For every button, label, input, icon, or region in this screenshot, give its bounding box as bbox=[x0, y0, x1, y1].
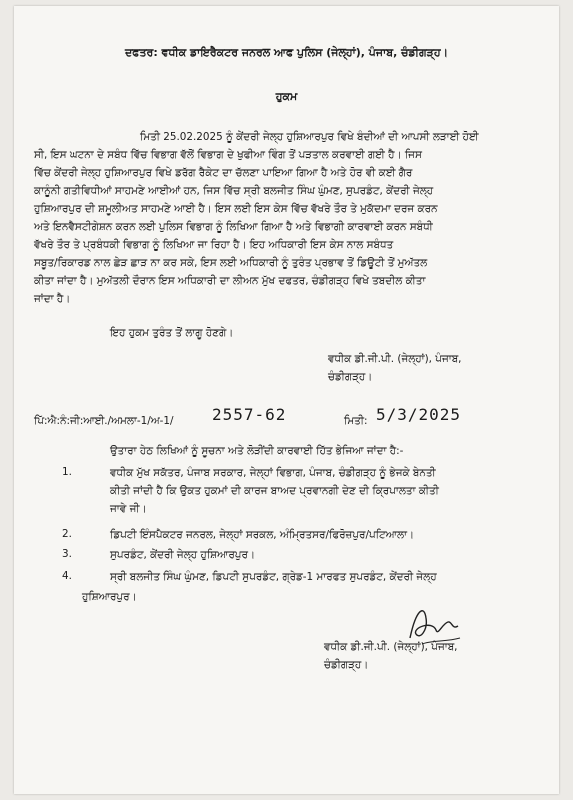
document-page bbox=[14, 6, 559, 794]
recipient-line: ਹੁਸ਼ਿਆਰਪੁਰ। bbox=[82, 591, 137, 603]
body-line: ਜਾਂਦਾ ਹੈ। bbox=[34, 293, 71, 305]
recipient-number: 1. bbox=[62, 466, 72, 478]
recipient-number: 2. bbox=[62, 528, 72, 540]
signatory-place: ਚੰਡੀਗੜ੍ਹ। bbox=[324, 659, 369, 671]
body-line: ਕੀਤਾ ਜਾਂਦਾ ਹੈ। ਮੁਅੱਤਲੀ ਦੌਰਾਨ ਇਸ ਅਧਿਕਾਰੀ ਦਾ ਲੀਅਨ ਮੁੱਖ ਦਫਤਰ, ਚੰਡੀਗੜ੍ਹ ਵਿਖੇ ਤਬਦੀਲ ਕੀਤਾ bbox=[34, 275, 426, 287]
signatory-title: ਵਧੀਕ ਡੀ.ਜੀ.ਪੀ. (ਜੇਲ੍ਹਾਂ), ਪੰਜਾਬ, bbox=[324, 641, 458, 653]
recipient-line: ਕੀਤੀ ਜਾਂਦੀ ਹੈ ਕਿ ਉਕਤ ਹੁਕਮਾਂ ਦੀ ਕਾਰਜ ਬਾਅਦ ਪ੍ਰਵਾਨਗੀ ਦੇਣ ਦੀ ਕ੍ਰਿਪਾਲਤਾ ਕੀਤੀ bbox=[110, 485, 439, 497]
recipient-line: ਜਾਵੇ ਜੀ। bbox=[110, 503, 147, 515]
recipient-line: ਡਿਪਟੀ ਇੰਸਪੈਕਟਰ ਜਨਰਲ, ਜੇਲ੍ਹਾਂ ਸਰਕਲ, ਅੰਮ੍ਰਿਤਸਰ/ਫਿਰੋਜ਼ਪੁਰ/ਪਟਿਆਲਾ। bbox=[110, 529, 414, 541]
body-line: ਵਿੱਚ ਕੇਂਦਰੀ ਜੇਲ੍ਹ ਹੁਸ਼ਿਆਰਪੁਰ ਵਿਖੇ ਡਰੱਗ ਰੈਕੇਟ ਦਾ ਚੱਲਣਾ ਪਾਇਆ ਗਿਆ ਹੈ ਅਤੇ ਹੋਰ ਵੀ ਕਈ ਗੈਰ bbox=[34, 167, 413, 179]
recipient-line: ਸੁਪਰਡੰਟ, ਕੇਂਦਰੀ ਜੇਲ੍ਹ ਹੁਸ਼ਿਆਰਪੁਰ। bbox=[110, 549, 255, 561]
body-line: ਹੁਸ਼ਿਆਰਪੁਰ ਦੀ ਸ਼ਮੂਲੀਅਤ ਸਾਹਮਣੇ ਆਈ ਹੈ। ਇਸ ਲਈ ਇਸ ਕੇਸ ਵਿੱਚ ਵੱਖਰੇ ਤੌਰ ਤੇ ਮੁਕੱਦਮਾ ਦਰਜ ਕਰਨ bbox=[34, 203, 438, 215]
endorsement-number: 2557-62 bbox=[212, 405, 287, 424]
office-header: ਦਫਤਰ: ਵਧੀਕ ਡਾਇਰੈਕਟਰ ਜਨਰਲ ਆਫ ਪੁਲਿਸ (ਜੇਲ੍ਹਾਂ), ਪੰਜਾਬ, ਚੰਡੀਗੜ੍ਹ। bbox=[125, 46, 448, 59]
body-line: ਸਬੂਤ/ਰਿਕਾਰਡ ਨਾਲ ਛੇੜ ਛਾੜ ਨਾ ਕਰ ਸਕੇ, ਇਸ ਲਈ ਅਧਿਕਾਰੀ ਨੂੰ ਤੁਰੰਤ ਪ੍ਰਭਾਵ ਤੋਂ ਡਿਊਟੀ ਤੋਂ ਮੁਅੱਤਲ bbox=[34, 257, 428, 269]
body-line: ਅਤੇ ਇਨਵੈਸਟੀਗੇਸ਼ਨ ਕਰਨ ਲਈ ਪੁਲਿਸ ਵਿਭਾਗ ਨੂੰ ਲਿਖਿਆ ਗਿਆ ਹੈ ਅਤੇ ਵਿਭਾਗੀ ਕਾਰਵਾਈ ਕਰਨ ਸਬੰਧੀ bbox=[34, 221, 433, 233]
body-line: ਮਿਤੀ 25.02.2025 ਨੂੰ ਕੇਂਦਰੀ ਜੇਲ੍ਹ ਹੁਸ਼ਿਆਰਪੁਰ ਵਿਖੇ ਬੰਦੀਆਂ ਦੀ ਆਪਸੀ ਲੜਾਈ ਹੋਈ bbox=[140, 131, 479, 143]
recipient-line: ਵਧੀਕ ਮੁੱਖ ਸਕੱਤਰ, ਪੰਜਾਬ ਸਰਕਾਰ, ਜੇਲ੍ਹਾਂ ਵਿਭਾਗ, ਪੰਜਾਬ, ਚੰਡੀਗੜ੍ਹ ਨੂੰ ਭੇਜਕੇ ਬੇਨਤੀ bbox=[110, 467, 436, 479]
endorsement-date-label: ਮਿਤੀ: bbox=[344, 415, 368, 427]
copy-intro: ਉਤਾਰਾ ਹੇਠ ਲਿਖਿਆਂ ਨੂੰ ਸੂਚਨਾ ਅਤੇ ਲੋੜੀਂਦੀ ਕਾਰਵਾਈ ਹਿੱਤ ਭੇਜਿਆ ਜਾਂਦਾ ਹੈ:- bbox=[110, 445, 404, 457]
body-line: ਵੱਖਰੇ ਤੌਰ ਤੇ ਪ੍ਰਬੰਧਕੀ ਵਿਭਾਗ ਨੂੰ ਲਿਖਿਆ ਜਾ ਰਿਹਾ ਹੈ। ਇਹ ਅਧਿਕਾਰੀ ਇਸ ਕੇਸ ਨਾਲ ਸਬੰਧਤ bbox=[34, 239, 394, 251]
endorsement-date: 5/3/2025 bbox=[376, 405, 462, 424]
body-line: ਸੀ, ਇਸ ਘਟਨਾ ਦੇ ਸਬੰਧ ਵਿੱਚ ਵਿਭਾਗ ਵੱਲੋਂ ਵਿਭਾਗ ਦੇ ਖੁਫੀਆ ਵਿੰਗ ਤੋਂ ਪੜਤਾਲ ਕਰਵਾਈ ਗਈ ਹੈ। ਜਿਸ bbox=[34, 149, 422, 161]
signatory-place: ਚੰਡੀਗੜ੍ਹ। bbox=[328, 371, 373, 383]
recipient-number: 3. bbox=[62, 548, 72, 560]
order-effect-line: ਇਹ ਹੁਕਮ ਤੁਰੰਤ ਤੋਂ ਲਾਗੂ ਹੋਣਗੇ। bbox=[110, 327, 234, 339]
order-heading: ਹੁਕਮ bbox=[275, 90, 298, 103]
signatory-title: ਵਧੀਕ ਡੀ.ਜੀ.ਪੀ. (ਜੇਲ੍ਹਾਂ), ਪੰਜਾਬ, bbox=[328, 353, 462, 365]
endorsement-label: ਪਿੱ:ਐ:ਨੰ:ਜੀ:ਆਈ./ਅਮਲਾ-1/ਅ-1/ bbox=[34, 415, 174, 427]
body-line: ਕਾਨੂੰਨੀ ਗਤੀਵਿਧੀਆਂ ਸਾਹਮਣੇ ਆਈਆਂ ਹਨ, ਜਿਸ ਵਿੱਚ ਸ੍ਰੀ ਬਲਜੀਤ ਸਿੰਘ ਘੁੰਮਣ, ਸੁਪਰਡੰਟ, ਕੇਂਦਰੀ ਜੇਲ੍ਹ bbox=[34, 185, 434, 197]
recipient-line: ਸ੍ਰੀ ਬਲਜੀਤ ਸਿੰਘ ਘੁੰਮਣ, ਡਿਪਟੀ ਸੁਪਰਡੰਟ, ਗ੍ਰੇਡ-1 ਮਾਰਫਤ ਸੁਪਰਡੰਟ, ਕੇਂਦਰੀ ਜੇਲ੍ਹ bbox=[110, 571, 437, 583]
recipient-number: 4. bbox=[62, 570, 72, 582]
